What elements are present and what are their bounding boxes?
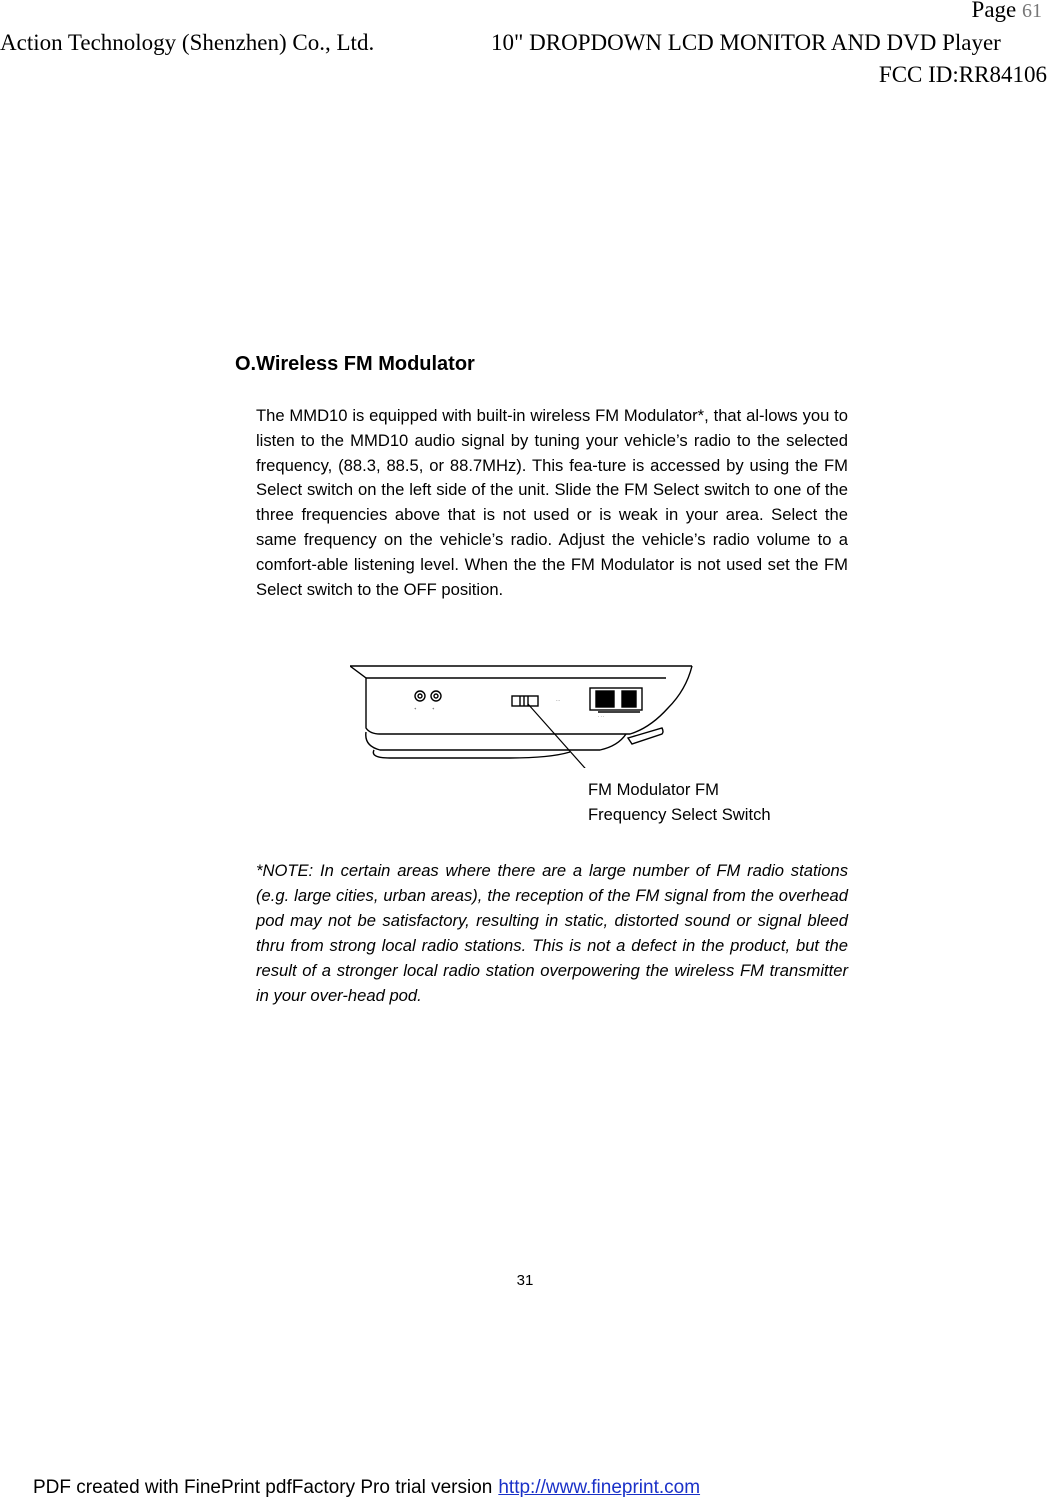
section-title: O.Wireless FM Modulator [235,353,475,375]
note-text: *NOTE: In certain areas where there are a large number of FM radio stations (e.g. large cities, urban areas), the reception of the FM signal from the overhead pod may not be satisfactory, resulting in static, distorted sound or signal bleed thru from strong local radio stations. This is not a defect in the product, but the result of a stronger local radio station overpowering the wireless FM transmitter in your over-head pod. [256,861,848,1005]
svg-text:···: ··· [556,698,560,703]
svg-text:+: + [432,706,435,711]
page-prefix: Page [971,0,1022,22]
svg-text:+: + [414,706,417,711]
fcc-id: FCC ID:RR84106 [878,62,1047,87]
fineprint-link[interactable]: http://www.fineprint.com [498,1477,701,1498]
manual-page-number: 31 [516,1272,534,1289]
page-label [972,0,1042,24]
callout-label-line-2: Frequency Select Switch [588,805,771,824]
section-body: The MMD10 is equipped with built-in wireless FM Modulator*, that al-lows you to listen to the MMD10 audio signal by tuning your vehicle’s radio to the selected frequency, (88.3, 88.5, or 88.7MHz). This fea-ture is accessed by using the FM Select switch on the left side of the unit. Slide the FM Select switch to one of the three frequencies above that is not used or is weak in your area. Select the same frequency on the vehicle’s radio. Adjust the vehicle’s radio volume to a comfort-able listening level. When the the FM Modulator is not used set the FM Select switch to the OFF position. [256,406,848,599]
product-title: 10" DROPDOWN LCD MONITOR AND DVD Player [491,30,1001,55]
footer-text: PDF created with FinePrint pdfFactory Pro trial version [33,1477,493,1498]
pdf-footer [33,1477,700,1499]
svg-text:· · ·: · · · [598,714,605,719]
callout-label-line-1: FM Modulator FM [588,780,719,799]
company-name: Action Technology (Shenzhen) Co., Ltd. [0,30,375,55]
page-number: 61 [1022,0,1042,22]
device-side-diagram [350,658,700,768]
